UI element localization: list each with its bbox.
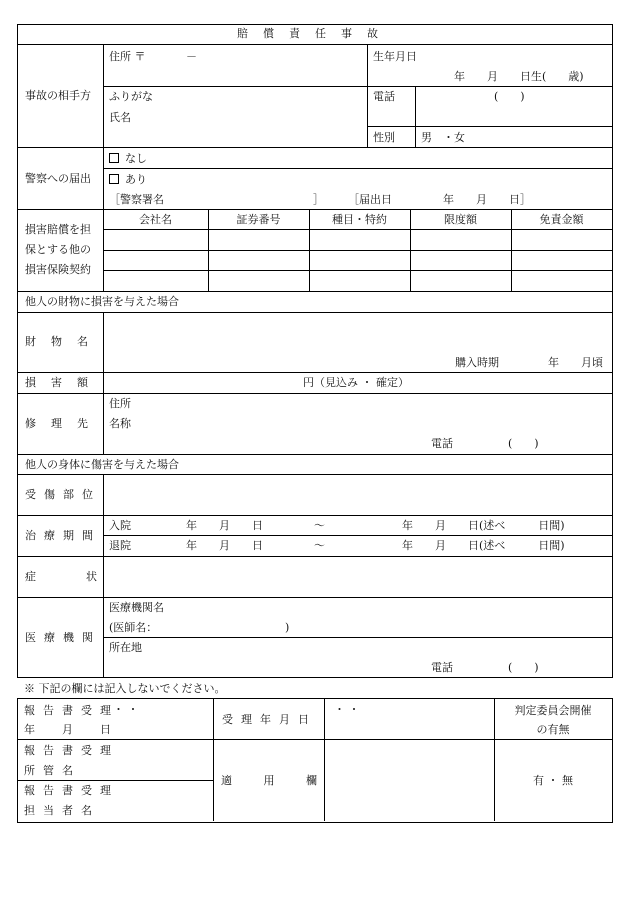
repair-address-label: 住所 (109, 397, 131, 410)
property-item-label: 財物名 (25, 335, 103, 348)
sex-label: 性別 (373, 131, 395, 144)
doctor-label: (医師名： (109, 621, 158, 634)
purchase-date: 年 月頃 (548, 356, 603, 369)
receipt-date-label-2: 年 月 日 (24, 723, 119, 736)
insurance-label-1: 損害賠償を担 (25, 223, 91, 236)
sex-options[interactable]: 男 ・女 (421, 131, 465, 144)
admission-label: 入院 (109, 519, 131, 532)
injury-section-title: 他人の身体に傷害を与えた場合 (25, 458, 179, 471)
apply-label: 適用欄 (221, 774, 317, 787)
loss-amount-value: 円（見込み ・ 確定） (303, 376, 409, 389)
yes-no-options[interactable]: 有 ・ 無 (533, 774, 573, 787)
name-label: 氏名 (109, 111, 131, 124)
col-deductible: 免責金額 (539, 213, 584, 226)
postal-dash: － (186, 50, 197, 63)
hospital-phone-paren: ( ) (508, 661, 539, 674)
property-section-title: 他人の財物に損害を与えた場合 (25, 295, 179, 308)
bracket-close: ］ (313, 193, 324, 206)
filed-date-label: ［届出日 (348, 193, 392, 206)
injured-part-label: 受傷部位 (25, 488, 101, 501)
receive-date-dots: ・ ・ (334, 703, 360, 716)
hospital-label: 医療機関 (25, 631, 101, 644)
police-yes-option[interactable]: あり (109, 173, 147, 187)
office-use-table (17, 698, 613, 823)
police-none-option[interactable]: なし (109, 152, 147, 166)
discharge-tilde: ～ (314, 539, 325, 552)
staff-name-label-1: 報告書受理 (24, 784, 119, 797)
phone-paren: ( ) (494, 90, 525, 103)
col-policy-number: 証券番号 (236, 213, 281, 226)
checkbox-icon[interactable] (109, 153, 119, 163)
filed-date-format: 年 月 日］ (443, 193, 531, 206)
col-company: 会社名 (139, 213, 172, 226)
symptom-label: 症状 (25, 570, 97, 583)
repair-label: 修理先 (25, 417, 103, 430)
phone-label: 電話 (373, 90, 395, 103)
admission-tilde: ～ (314, 519, 325, 532)
committee-label-2: の有無 (536, 723, 570, 736)
office-use-note: ※ 下記の欄には記入しないでください。 (24, 682, 226, 695)
admission-date-to: 年 月 日(述べ 日間) (402, 519, 565, 532)
discharge-date-to: 年 月 日(述べ 日間) (402, 539, 565, 552)
repair-name-label: 名称 (109, 417, 131, 430)
receipt-date-dots: ・ ・ (113, 703, 139, 716)
hospital-name-label: 医療機関名 (109, 601, 164, 614)
staff-name-label-2: 担当者名 (24, 804, 100, 817)
police-label: 警察への届出 (25, 172, 91, 185)
insurance-label-2: 保とする他の (25, 243, 91, 256)
col-limit: 限度額 (444, 213, 477, 226)
office-name-label-2: 所管名 (24, 764, 81, 777)
police-station-label: ［警察署名 (109, 193, 164, 206)
hospital-phone-label: 電話 (431, 661, 453, 674)
form-title: 賠償責任事故 (237, 27, 393, 40)
discharge-label: 退院 (109, 539, 131, 552)
col-type: 種目・特約 (332, 213, 387, 226)
party-label: 事故の相手方 (25, 89, 91, 102)
purchase-label: 購入時期 (455, 356, 499, 369)
repair-phone-label: 電話 (431, 437, 453, 450)
treatment-period-label: 治療期間 (25, 529, 101, 542)
doctor-paren-close: ) (285, 621, 290, 634)
loss-amount-label: 損害額 (25, 376, 103, 389)
discharge-date-from: 年 月 日 (186, 539, 263, 552)
location-label: 所在地 (109, 641, 142, 654)
admission-date-from: 年 月 日 (186, 519, 263, 532)
liability-accident-form (17, 24, 613, 678)
furigana-label: ふりがな (109, 90, 153, 103)
receipt-date-label-1: 報告書受理 (24, 704, 119, 717)
committee-label-1: 判定委員会開催 (514, 704, 592, 717)
address-label: 住所 〒 (109, 50, 146, 63)
checkbox-icon[interactable] (109, 174, 119, 184)
repair-phone-paren: ( ) (508, 437, 539, 450)
insurance-label-3: 損害保険契約 (25, 263, 91, 276)
birthdate-label: 生年月日 (373, 50, 417, 63)
receive-date-label: 受理年月日 (222, 713, 317, 726)
office-name-label-1: 報告書受理 (24, 744, 119, 757)
birthdate-format: 年 月 日生( 歳) (454, 70, 584, 83)
